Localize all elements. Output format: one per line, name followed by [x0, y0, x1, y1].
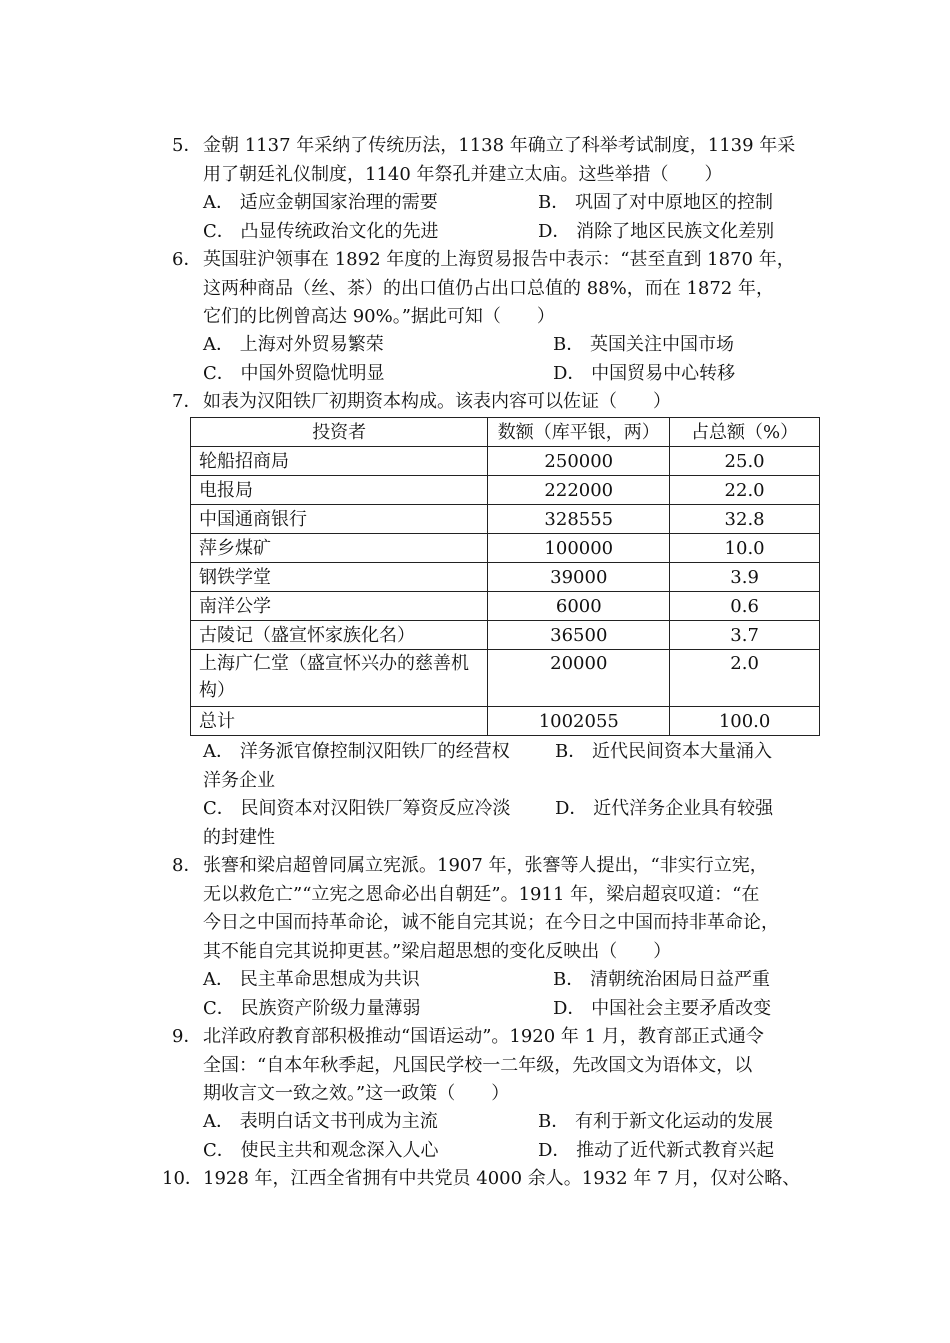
capital-table: [190, 417, 820, 736]
options-5: [203, 189, 803, 246]
options-9: [203, 1108, 803, 1165]
option-b: B． 有利于新文化运动的发展: [538, 1111, 773, 1132]
table-row: [191, 505, 820, 534]
table-cell: 1002055: [488, 707, 670, 736]
question-9: [172, 1023, 797, 1109]
question-number: 7．: [172, 391, 202, 412]
question-stem-line: 全国：“自本年秋季起，凡国民学校一二年级，先改国文为语体文，以: [203, 1054, 753, 1076]
option-c: C． 中国外贸隐忧明显: [203, 362, 385, 384]
question-number: 9．: [172, 1026, 202, 1047]
question-stem-line: 北洋政府教育部积极推动“国语运动”。1920 年 1 月，教育部正式通令: [203, 1026, 764, 1047]
option-b: B． 近代民间资本大量涌入: [555, 741, 772, 762]
table-cell: 22.0: [670, 476, 820, 505]
options-8: [203, 966, 803, 1023]
table-row: [191, 592, 820, 621]
table-cell: 39000: [488, 563, 670, 592]
table-cell: 328555: [488, 505, 670, 534]
question-stem-line: 期收言文一致之效。”这一政策（ ）: [203, 1083, 510, 1104]
option-a: A． 适应金朝国家治理的需要: [203, 192, 438, 213]
question-stem-line: 无以救危亡”“立宪之恩命必出自朝廷”。1911 年，梁启超哀叹道：“在: [203, 883, 760, 905]
options-6: [203, 331, 803, 388]
table-cell: 32.8: [670, 505, 820, 534]
table-total-row: [191, 707, 820, 736]
question-7: [172, 388, 797, 417]
table-header: 数额（库平银，两）: [488, 418, 670, 447]
table-row: [191, 563, 820, 592]
table-cell: 钢铁学堂: [191, 563, 488, 592]
table-cell: 0.6: [670, 592, 820, 621]
table-cell: 3.7: [670, 621, 820, 650]
question-stem-line: 金朝 1137 年采纳了传统历法，1138 年确立了科举考试制度，1139 年采: [203, 135, 796, 156]
option-c: C． 民间资本对汉阳铁厂筹资反应冷淡: [203, 798, 511, 819]
option-d: D． 中国贸易中心转移: [553, 362, 736, 384]
question-stem-line: 如表为汉阳铁厂初期资本构成。该表内容可以佐证（ ）: [203, 391, 671, 412]
table-row: [191, 650, 820, 707]
table-row: [191, 447, 820, 476]
question-number: 5．: [172, 135, 202, 156]
question-5: [172, 132, 797, 189]
option-d-continued: 的封建性: [203, 826, 275, 848]
question-stem-line: 用了朝廷礼仪制度，1140 年祭孔并建立太庙。这些举措（ ）: [203, 163, 723, 185]
table-cell: 2.0: [670, 650, 820, 707]
option-b: B． 巩固了对中原地区的控制: [538, 192, 773, 213]
question-stem-line: 它们的比例曾高达 90%。”据此可知（ ）: [203, 306, 555, 327]
question-stem-line: 这两种商品（丝、茶）的出口值仍占出口总值的 88%，而在 1872 年，: [203, 277, 774, 299]
table-cell: 6000: [488, 592, 670, 621]
table-cell: 南洋公学: [191, 592, 488, 621]
option-d: D． 推动了近代新式教育兴起: [538, 1139, 775, 1161]
question-number: 8．: [172, 855, 202, 876]
table-cell: 3.9: [670, 563, 820, 592]
option-a: A． 民主革命思想成为共识: [203, 969, 420, 990]
table-cell: 36500: [488, 621, 670, 650]
question-8: [172, 852, 797, 966]
question-stem-line: 今日之中国而持革命论，诚不能自完其说；在今日之中国而持非革命论，: [203, 912, 779, 933]
question-10: [162, 1165, 802, 1194]
table-header: 占总额（%）: [670, 418, 820, 447]
table-cell: 20000: [488, 650, 670, 707]
table-row: [191, 534, 820, 563]
table-cell: 总计: [191, 707, 488, 736]
option-b: B． 清朝统治困局日益严重: [553, 969, 770, 990]
table-cell: 上海广仁堂（盛宣怀兴办的慈善机构）: [191, 650, 488, 707]
option-c: C． 民族资产阶级力量薄弱: [203, 997, 421, 1019]
table-cell: 10.0: [670, 534, 820, 563]
option-d: D． 近代洋务企业具有较强: [555, 798, 774, 819]
table-cell: 25.0: [670, 447, 820, 476]
question-stem-line: 1928 年，江西全省拥有中共党员 4000 余人。1932 年 7 月，仅对公略、: [203, 1168, 801, 1189]
question-6: [172, 246, 797, 332]
table-row: [191, 621, 820, 650]
table-cell: 中国通商银行: [191, 505, 488, 534]
options-7: [203, 738, 803, 852]
option-b: B． 英国关注中国市场: [553, 334, 734, 355]
question-stem-line: 英国驻沪领事在 1892 年度的上海贸易报告中表示：“甚至直到 1870 年，: [203, 249, 795, 270]
option-b-continued: 洋务企业: [203, 769, 275, 791]
table-header-row: [191, 418, 820, 447]
table-cell: 萍乡煤矿: [191, 534, 488, 563]
table-cell: 250000: [488, 447, 670, 476]
table-cell: 古陵记（盛宣怀家族化名）: [191, 621, 488, 650]
option-a: A． 洋务派官僚控制汉阳铁厂的经营权: [203, 741, 510, 762]
option-d: D． 消除了地区民族文化差别: [538, 220, 775, 242]
table-cell: 电报局: [191, 476, 488, 505]
question-number: 6．: [172, 249, 202, 270]
question-stem-line: 其不能自完其说抑更甚。”梁启超思想的变化反映出（ ）: [203, 940, 672, 962]
table-header: 投资者: [191, 418, 488, 447]
option-c: C． 使民主共和观念深入人心: [203, 1139, 439, 1161]
question-stem-line: 张謇和梁启超曾同属立宪派。1907 年，张謇等人提出，“非实行立宪，: [203, 855, 768, 876]
question-number: 10．: [162, 1168, 203, 1189]
table-row: [191, 476, 820, 505]
table-cell: 100000: [488, 534, 670, 563]
option-c: C． 凸显传统政治文化的先进: [203, 220, 439, 242]
table-cell: 100.0: [670, 707, 820, 736]
table-cell: 222000: [488, 476, 670, 505]
option-a: A． 上海对外贸易繁荣: [203, 334, 384, 355]
table-cell: 轮船招商局: [191, 447, 488, 476]
option-a: A． 表明白话文书刊成为主流: [203, 1111, 438, 1132]
option-d: D． 中国社会主要矛盾改变: [553, 997, 772, 1019]
